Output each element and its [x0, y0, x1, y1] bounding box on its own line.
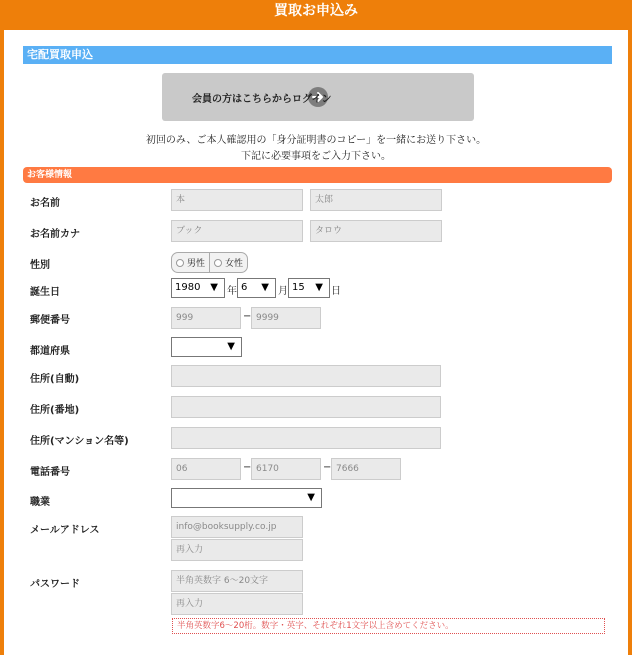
caret-down-icon: ▼ — [261, 282, 269, 293]
caret-down-icon: ▼ — [210, 282, 218, 293]
caret-down-icon: ▼ — [227, 341, 235, 352]
address-number-input[interactable] — [171, 396, 441, 418]
gender-radio-group — [171, 252, 248, 273]
first-name-kana-input[interactable]: タロウ — [310, 220, 442, 242]
delivery-section-title: 宅配買取申込 — [23, 46, 612, 64]
gender-option-label: 女性 — [225, 259, 244, 269]
customer-section-title: お客様情報 — [23, 167, 612, 183]
occupation-select[interactable] — [171, 488, 322, 508]
birth-year-value: 1980 — [175, 282, 201, 293]
phone-separator-1: − — [243, 462, 252, 473]
phone-label: 電話番号 — [30, 467, 70, 478]
address-number-label: 住所(番地) — [30, 405, 80, 416]
day-unit: 日 — [331, 286, 341, 297]
month-unit: 月 — [278, 286, 288, 297]
member-login-button[interactable] — [162, 73, 474, 121]
phone-part2-input[interactable]: 6170 — [251, 458, 321, 480]
email-input[interactable]: info@booksupply.co.jp — [171, 516, 303, 538]
first-name-input[interactable]: 太郎 — [310, 189, 442, 211]
page-title: 買取お申込み — [274, 3, 358, 19]
occupation-label: 職業 — [30, 497, 50, 508]
birth-month-select[interactable] — [237, 278, 276, 298]
year-unit: 年 — [227, 286, 237, 297]
id-copy-notice: 初回のみ、ご本人確認用の「身分証明書のコピー」を一緒にお送り下さい。 — [145, 135, 487, 146]
gender-option-male[interactable] — [172, 253, 209, 272]
gender-label: 性別 — [30, 260, 50, 271]
address-building-input[interactable] — [171, 427, 441, 449]
postal-separator: − — [243, 311, 252, 322]
required-fields-notice: 下記に必要事項をご入力下さい。 — [241, 151, 391, 162]
postal-code-part2-input[interactable]: 9999 — [251, 307, 321, 329]
address-building-label: 住所(マンション名等) — [30, 436, 129, 447]
birth-year-select[interactable] — [171, 278, 225, 298]
postal-code-part1-input[interactable]: 999 — [171, 307, 241, 329]
password-confirm-input[interactable]: 再入力 — [171, 593, 303, 615]
email-confirm-input[interactable]: 再入力 — [171, 539, 303, 561]
phone-part1-input[interactable]: 06 — [171, 458, 241, 480]
address-city-label: 住所(自動) — [30, 374, 80, 385]
postal-label: 郵便番号 — [30, 315, 70, 326]
gender-option-female[interactable] — [209, 253, 247, 272]
radio-icon — [214, 259, 222, 267]
gender-option-label: 男性 — [187, 259, 206, 269]
password-label: パスワード — [30, 579, 80, 590]
caret-down-icon: ▼ — [307, 492, 315, 503]
prefecture-select[interactable] — [171, 337, 242, 357]
birth-day-select[interactable] — [288, 278, 330, 298]
address-city-input[interactable] — [171, 365, 441, 387]
member-login-label: 会員の方はこちらからログイン — [192, 93, 332, 105]
right-border — [628, 30, 632, 655]
phone-part3-input[interactable]: 7666 — [331, 458, 401, 480]
last-name-kana-input[interactable]: ブック — [171, 220, 303, 242]
page-header — [0, 0, 632, 30]
email-label: メールアドレス — [30, 525, 100, 536]
birthday-label: 誕生日 — [30, 287, 60, 298]
phone-separator-2: − — [323, 462, 332, 473]
caret-down-icon: ▼ — [315, 282, 323, 293]
kana-label: お名前カナ — [30, 229, 80, 240]
birth-month-value: 6 — [241, 282, 248, 293]
name-label: お名前 — [30, 198, 60, 209]
radio-icon — [176, 259, 184, 267]
last-name-input[interactable]: 本 — [171, 189, 303, 211]
birth-day-value: 15 — [292, 282, 305, 293]
password-input[interactable]: 半角英数字 6〜20文字 — [171, 570, 303, 592]
password-rule-note: 半角英数字6〜20桁。数字・英字、それぞれ1文字以上含めてください。 — [172, 618, 605, 634]
left-border — [0, 30, 4, 655]
prefecture-label: 都道府県 — [30, 346, 70, 357]
